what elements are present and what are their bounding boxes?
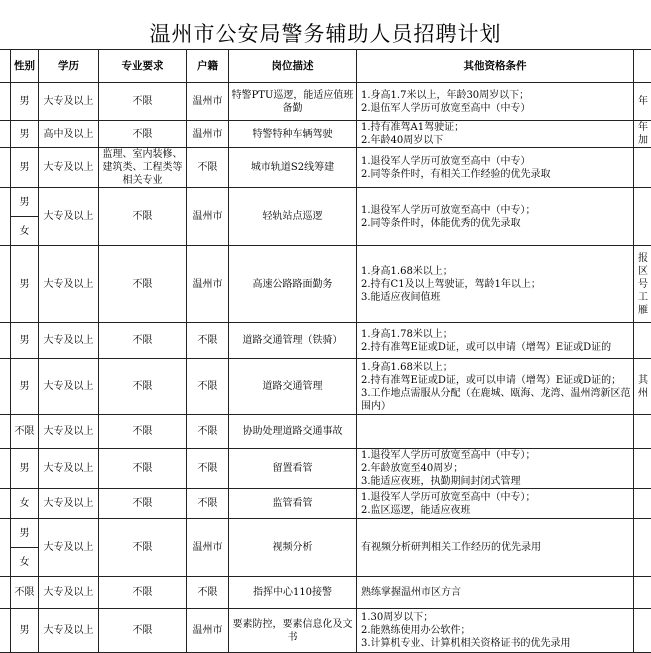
- condition-line: 2.同等条件时，体能优秀的优先录取: [361, 217, 631, 230]
- condition-line: 2.退伍军人学历可放宽至高中（中专）: [361, 102, 631, 115]
- description-cell: 道路交通管理（铁骑）: [229, 323, 357, 359]
- table-row: [0, 519, 651, 548]
- col-header-description: 岗位描述: [229, 50, 357, 83]
- gender-cell: 不限: [11, 577, 39, 609]
- extra-cell: 年: [634, 83, 651, 121]
- major-cell: 不限: [99, 359, 187, 415]
- table-row: [0, 246, 651, 323]
- education-cell: 高中及以上: [39, 121, 99, 148]
- condition-line: 1.退役军人学历可放宽至高中（中专）: [361, 155, 631, 168]
- conditions-cell: [357, 489, 634, 519]
- conditions-cell: [357, 359, 634, 415]
- gender-cell: 男: [11, 83, 39, 121]
- education-cell: 大专及以上: [39, 415, 99, 449]
- extra-cell: [634, 519, 651, 577]
- gender-cell: 男: [11, 188, 39, 217]
- condition-line: 1.身高1.7米以上，年龄30周岁以下；: [361, 89, 631, 102]
- condition-line: 有视频分析研判相关工作经历的优先录用: [361, 541, 631, 554]
- condition-line: 熟练掌握温州市区方言: [361, 586, 631, 599]
- conditions-cell: [357, 415, 634, 449]
- row-index-cell: [0, 121, 11, 148]
- education-cell: 大专及以上: [39, 519, 99, 577]
- condition-line: 2.持有准驾E证或D证，或可以申请（增驾）E证或D证的: [361, 341, 631, 354]
- description-cell: 留置看管: [229, 449, 357, 489]
- row-index-cell: [0, 609, 11, 653]
- conditions-cell: [357, 188, 634, 246]
- huji-cell: 不限: [187, 323, 229, 359]
- major-cell: 不限: [99, 519, 187, 577]
- description-cell: 轻轨站点巡逻: [229, 188, 357, 246]
- row-index-cell: [0, 449, 11, 489]
- education-cell: 大专及以上: [39, 359, 99, 415]
- row-index-cell: [0, 148, 11, 188]
- table-row: [0, 83, 651, 121]
- gender-cell: 男: [11, 359, 39, 415]
- huji-cell: 不限: [187, 577, 229, 609]
- gender-cell: 女: [11, 489, 39, 519]
- major-cell: 不限: [99, 489, 187, 519]
- gender-cell: 男: [11, 121, 39, 148]
- major-cell: 不限: [99, 246, 187, 323]
- extra-cell: [634, 489, 651, 519]
- education-cell: 大专及以上: [39, 489, 99, 519]
- major-cell: 不限: [99, 121, 187, 148]
- col-header-education: 学历: [39, 50, 99, 83]
- extra-cell: [634, 577, 651, 609]
- extra-cell: [634, 323, 651, 359]
- huji-cell: 温州市: [187, 609, 229, 653]
- col-header-major: 专业要求: [99, 50, 187, 83]
- table-row: [0, 415, 651, 449]
- page-title: 温州市公安局警务辅助人员招聘计划: [0, 18, 651, 48]
- row-index-cell: [0, 577, 11, 609]
- col-header-huji: 户籍: [187, 50, 229, 83]
- condition-line: 1.身高1.68米以上；: [361, 361, 631, 374]
- conditions-cell: [357, 246, 634, 323]
- education-cell: 大专及以上: [39, 83, 99, 121]
- col-header-gender: 性别: [11, 50, 39, 83]
- major-cell: 不限: [99, 449, 187, 489]
- conditions-cell: [357, 148, 634, 188]
- extra-cell: [634, 609, 651, 653]
- condition-line: 1.身高1.78米以上；: [361, 328, 631, 341]
- huji-cell: 不限: [187, 489, 229, 519]
- major-cell: 不限: [99, 323, 187, 359]
- description-cell: 监管看管: [229, 489, 357, 519]
- table-row: [0, 449, 651, 489]
- condition-line: 3.能适应夜间值班: [361, 291, 631, 304]
- major-cell: 不限: [99, 83, 187, 121]
- condition-line: 3.计算机专业、计算机相关资格证书的优先录用: [361, 637, 631, 650]
- condition-line: 1.退役军人学历可放宽至高中（中专）；: [361, 491, 631, 504]
- description-cell: 特警PTU巡逻，能适应值班备勤: [229, 83, 357, 121]
- description-cell: 指挥中心110接警: [229, 577, 357, 609]
- row-index-cell: [0, 489, 11, 519]
- education-cell: 大专及以上: [39, 323, 99, 359]
- condition-line: 3.能适应夜班，执勤期间封闭式管理: [361, 475, 631, 488]
- recruitment-table: [0, 49, 651, 653]
- description-cell: 高速公路路面勤务: [229, 246, 357, 323]
- description-cell: 特警特种车辆驾驶: [229, 121, 357, 148]
- col-header-0: [0, 50, 11, 83]
- gender-cell: 男: [11, 519, 39, 548]
- condition-line: 2.年龄放宽至40周岁；: [361, 462, 631, 475]
- table-row: [0, 577, 651, 609]
- description-cell: 道路交通管理: [229, 359, 357, 415]
- table-row: [0, 609, 651, 653]
- conditions-cell: [357, 449, 634, 489]
- gender-cell: 男: [11, 323, 39, 359]
- major-cell: 不限: [99, 577, 187, 609]
- gender-cell: 女: [11, 217, 39, 246]
- conditions-cell: [357, 323, 634, 359]
- major-cell: 监理、室内装修、建筑类、工程类等相关专业: [99, 148, 187, 188]
- condition-line: 2.年龄40周岁以下: [361, 134, 631, 147]
- description-cell: 协助处理道路交通事故: [229, 415, 357, 449]
- conditions-cell: [357, 577, 634, 609]
- gender-cell: 男: [11, 449, 39, 489]
- col-header-extra: [634, 50, 651, 83]
- extra-cell: [634, 148, 651, 188]
- condition-line: 3.工作地点需服从分配（在鹿城、瓯海、龙湾、温州湾新区范围内）: [361, 387, 631, 413]
- huji-cell: 不限: [187, 449, 229, 489]
- row-index-cell: [0, 359, 11, 415]
- row-index-cell: [0, 83, 11, 121]
- education-cell: 大专及以上: [39, 188, 99, 246]
- gender-cell: 男: [11, 609, 39, 653]
- extra-cell: 年 加: [634, 121, 651, 148]
- extra-cell: [634, 415, 651, 449]
- row-index-cell: [0, 323, 11, 359]
- education-cell: 大专及以上: [39, 148, 99, 188]
- huji-cell: 温州市: [187, 121, 229, 148]
- table-row: [0, 148, 651, 188]
- gender-cell: 男: [11, 148, 39, 188]
- condition-line: 2.监区巡逻，能适应夜班: [361, 504, 631, 517]
- table-row: [0, 323, 651, 359]
- table-row: [0, 489, 651, 519]
- condition-line: 1.退役军人学历可放宽至高中（中专）；: [361, 204, 631, 217]
- row-index-cell: [0, 246, 11, 323]
- education-cell: 大专及以上: [39, 449, 99, 489]
- extra-cell: [634, 449, 651, 489]
- conditions-cell: [357, 121, 634, 148]
- huji-cell: 温州市: [187, 188, 229, 246]
- extra-cell: 报 区 号 工 雁: [634, 246, 651, 323]
- row-index-cell: [0, 519, 11, 577]
- header-row: [0, 50, 651, 83]
- extra-cell: [634, 188, 651, 246]
- table-row: [0, 188, 651, 217]
- conditions-cell: [357, 519, 634, 577]
- gender-cell: 男: [11, 246, 39, 323]
- major-cell: 不限: [99, 415, 187, 449]
- education-cell: 大专及以上: [39, 246, 99, 323]
- huji-cell: 不限: [187, 359, 229, 415]
- condition-line: 1.退役军人学历可放宽至高中（中专）；: [361, 449, 631, 462]
- major-cell: 不限: [99, 609, 187, 653]
- col-header-conditions: 其他资格条件: [357, 50, 634, 83]
- condition-line: 1.30周岁以下；: [361, 611, 631, 624]
- huji-cell: 温州市: [187, 519, 229, 577]
- table-row: [0, 359, 651, 415]
- major-cell: 不限: [99, 188, 187, 246]
- description-cell: 要素防控，要素信息化及文书: [229, 609, 357, 653]
- education-cell: 大专及以上: [39, 577, 99, 609]
- table-row: [0, 121, 651, 148]
- row-index-cell: [0, 415, 11, 449]
- gender-cell: 不限: [11, 415, 39, 449]
- huji-cell: 不限: [187, 148, 229, 188]
- extra-cell: 其 州: [634, 359, 651, 415]
- education-cell: 大专及以上: [39, 609, 99, 653]
- condition-line: 2.能熟练使用办公软件；: [361, 624, 631, 637]
- condition-line: 1.持有准驾A1驾驶证；: [361, 121, 631, 134]
- huji-cell: 不限: [187, 415, 229, 449]
- condition-line: 2.持有C1及以上驾驶证，驾龄1年以上；: [361, 278, 631, 291]
- description-cell: 视频分析: [229, 519, 357, 577]
- condition-line: 2.同等条件时，有相关工作经验的优先录取: [361, 168, 631, 181]
- conditions-cell: [357, 83, 634, 121]
- condition-line: 2.持有准驾E证或D证，或可以申请（增驾）E证或D证的；: [361, 374, 631, 387]
- condition-line: 1.身高1.68米以上；: [361, 265, 631, 278]
- gender-cell: 女: [11, 548, 39, 577]
- conditions-cell: [357, 609, 634, 653]
- description-cell: 城市轨道S2线筹建: [229, 148, 357, 188]
- huji-cell: 温州市: [187, 83, 229, 121]
- row-index-cell: [0, 188, 11, 246]
- huji-cell: 温州市: [187, 246, 229, 323]
